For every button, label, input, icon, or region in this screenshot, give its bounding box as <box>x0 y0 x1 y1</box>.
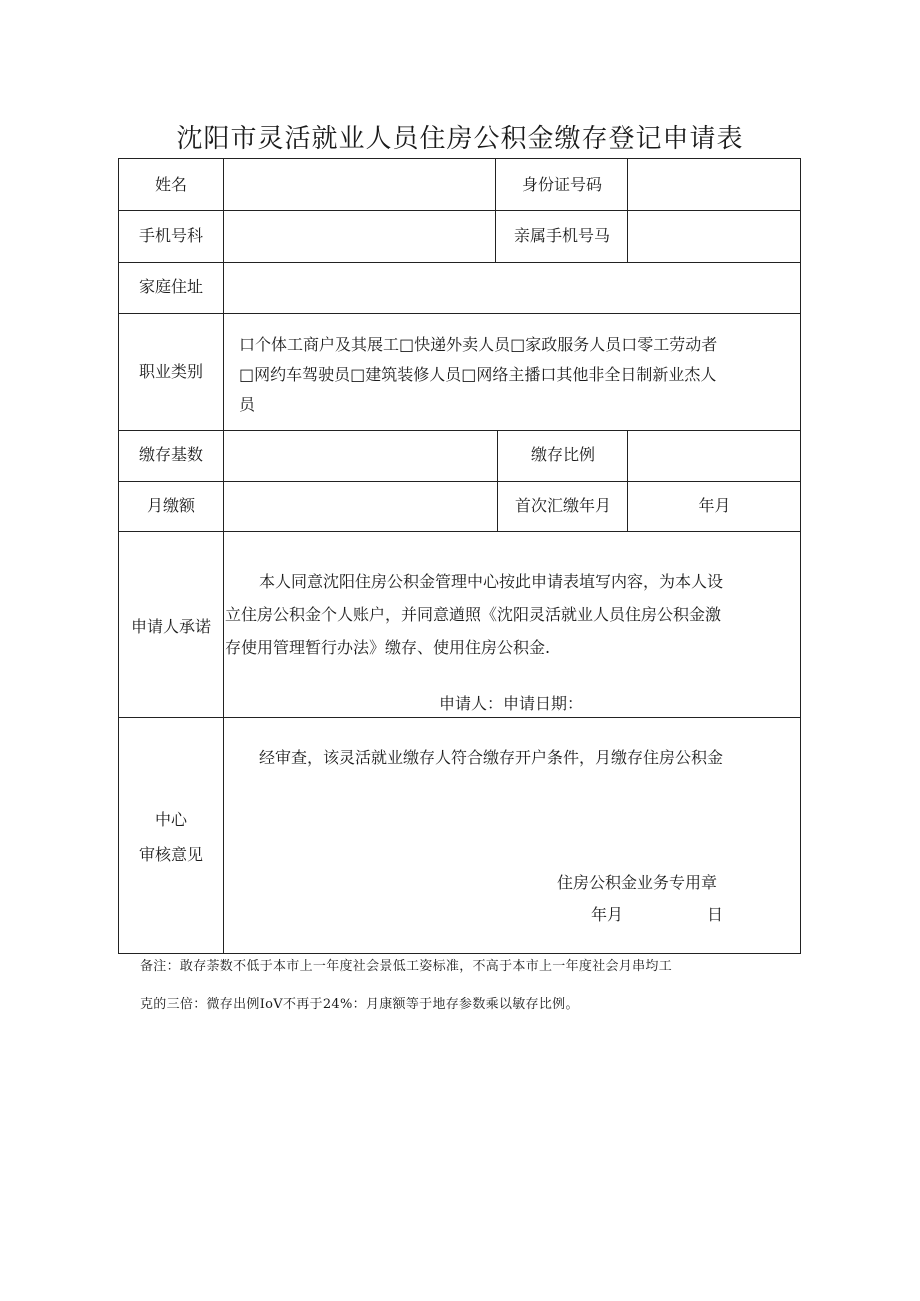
label-first-month: 首次汇缴年月 <box>514 496 611 515</box>
application-form-table <box>118 158 801 954</box>
review-text: 经审查，该灵活就业缴存人符合缴存开户条件，月缴存住房公积金 <box>259 748 724 767</box>
label-address: 家庭住址 <box>138 277 203 296</box>
label-monthly: 月缴额 <box>146 496 195 515</box>
label-id-number: 身份证号码 <box>521 175 602 194</box>
column-divider <box>223 159 224 953</box>
form-title: 沈阳市灵活就业人员住房公积金缴存登记申请表 <box>176 124 744 154</box>
official-seal-label: 住房公积金业务专用章 <box>557 873 718 892</box>
applicant-signature-line[interactable]: 申请人：申请日期： <box>439 694 584 713</box>
footnote-line1: 备注：敢存荼数不低于本市上一年度社会景低工姿标准，不高于本市上一年度社会月串均工 <box>140 959 673 974</box>
row-divider <box>119 313 800 314</box>
row-divider <box>119 262 800 263</box>
row-divider <box>119 481 800 482</box>
label-mobile: 手机号科 <box>138 226 203 245</box>
label-relative-mobile: 亲属手机号马 <box>513 226 610 245</box>
base-field[interactable] <box>225 432 495 479</box>
review-date-day: 日 <box>707 905 724 924</box>
mobile-field[interactable] <box>225 212 493 260</box>
monthly-field[interactable] <box>225 483 495 529</box>
row-divider <box>119 210 800 211</box>
label-base: 缴存基数 <box>138 445 203 464</box>
relative-mobile-field[interactable] <box>629 212 799 260</box>
promise-line3: 存使用管理暂行办法》缴存、使用住房公积金. <box>225 638 551 657</box>
first-month-value[interactable]: 年月 <box>698 496 731 515</box>
row-divider <box>119 717 800 718</box>
id-number-field[interactable] <box>629 161 799 208</box>
ratio-field[interactable] <box>629 432 799 479</box>
label-center: 中心 <box>154 810 187 829</box>
promise-line1: 本人同意沈阳住房公积金管理中心按此申请表埴写内容，为本人设 <box>259 572 724 591</box>
label-occupation: 职业类别 <box>138 362 203 381</box>
occupation-options-line3: 员 <box>239 395 256 414</box>
label-review: 审核意见 <box>138 845 203 864</box>
column-divider <box>627 430 628 531</box>
row-divider <box>119 531 800 532</box>
address-field[interactable] <box>225 264 799 311</box>
occupation-options-line1[interactable]: 口个体工商户及其展工□快递外卖人员□家政服务人员口零工劳动者 <box>239 335 718 354</box>
review-date-month: 年月 <box>591 905 624 924</box>
label-promise: 申请人承诺 <box>130 617 211 636</box>
column-divider <box>497 430 498 531</box>
name-field[interactable] <box>225 161 493 208</box>
label-name: 姓名 <box>154 175 187 194</box>
footnote-line2: 克的三倍：微存出例IoV不再于24%：月康额等于地存参数乘以敏存比例。 <box>140 997 579 1012</box>
column-divider <box>495 159 496 262</box>
row-divider <box>119 430 800 431</box>
column-divider <box>627 159 628 262</box>
label-ratio: 缴存比例 <box>530 445 595 464</box>
occupation-options-line2[interactable]: □网约车驾驶员□建筑装修人员□网络主播口其他非全日制新业杰人 <box>239 365 717 384</box>
promise-line2: 立住房公积金个人账户，并同意遒照《沈阳灵活就业人员住房公积金激 <box>225 605 722 624</box>
